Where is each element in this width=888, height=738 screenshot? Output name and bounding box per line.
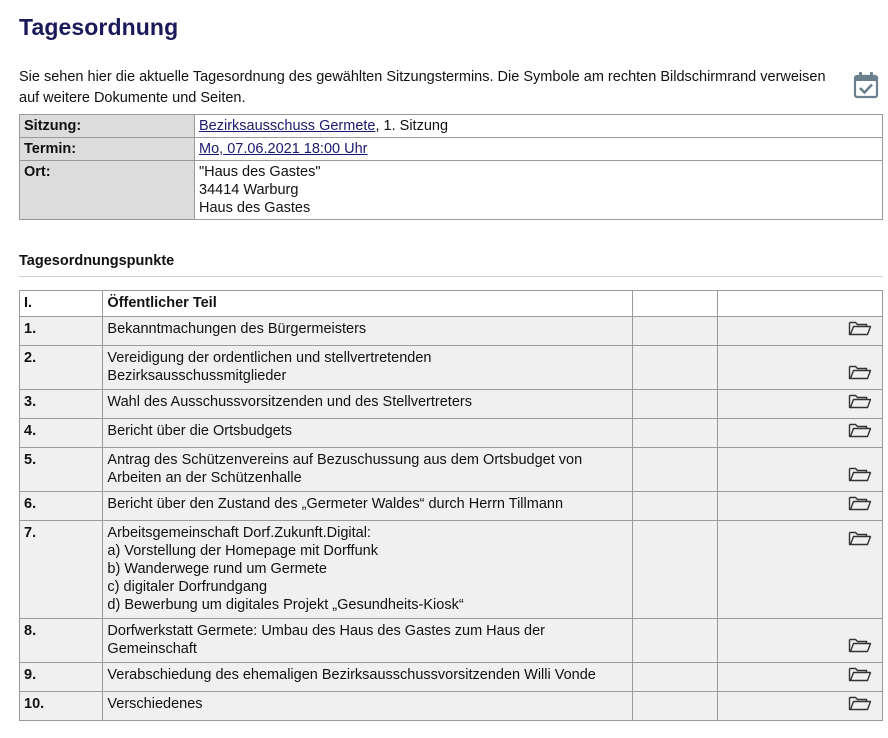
agenda-item-title [103,492,633,521]
agenda-item-line: Dorfwerkstatt Germete: Umbau des Haus des Gastes zum Haus der [107,623,546,639]
agenda-item-row [20,317,883,346]
agenda-empty-cell [633,692,718,721]
session-row [20,115,883,138]
agenda-item-line: Bezirksausschussmitglieder [107,368,287,384]
agenda-item-number: 10. [20,692,103,721]
folder-open-icon[interactable] [848,665,872,683]
agenda-empty-cell [633,448,718,492]
agenda-item-row [20,619,883,663]
agenda-item-number: 1. [20,317,103,346]
agenda-part-row [20,291,883,317]
agenda-part-title: Öffentlicher Teil [103,291,633,317]
agenda-empty-cell [633,663,718,692]
folder-open-icon[interactable] [848,363,872,381]
date-row [20,138,883,161]
agenda-item-line: Arbeitsgemeinschaft Dorf.Zukunft.Digital: [107,525,371,541]
agenda-item-title [103,692,633,721]
agenda-empty-cell [633,291,718,317]
agenda-empty-cell [633,390,718,419]
agenda-empty-cell [633,521,718,619]
agenda-item-line: Bekanntmachungen des Bürgermeisters [107,321,367,337]
date-link[interactable]: Mo, 07.06.2021 18:00 Uhr [199,141,368,157]
date-label: Termin: [20,138,195,161]
agenda-item-line: Bericht über die Ortsbudgets [107,423,292,439]
folder-open-icon[interactable] [848,529,872,547]
agenda-item-line: c) digitaler Dorfrundgang [107,579,268,595]
agenda-item-row [20,346,883,390]
agenda-item-title [103,521,633,619]
agenda-item-number: 8. [20,619,103,663]
folder-open-icon[interactable] [848,694,872,712]
agenda-documents-cell [718,448,883,492]
agenda-item-line: Antrag des Schützenvereins auf Bezuschussung aus dem Ortsbudget von [107,452,583,468]
agenda-documents-cell [718,419,883,448]
agenda-empty-cell [633,346,718,390]
agenda-item-number: 7. [20,521,103,619]
folder-open-icon[interactable] [848,421,872,439]
agenda-empty-cell [633,492,718,521]
intro-text: Sie sehen hier die aktuelle Tagesordnung des gewählten Sitzungstermins. Die Symbole am rechten Bildschirmrand verweisen auf weitere Dokumente und Seiten. [19,69,826,106]
agenda-item-number: 9. [20,663,103,692]
agenda-item-row [20,692,883,721]
agenda-documents-cell [718,619,883,663]
agenda-item-row [20,448,883,492]
agenda-item-line: Verschiedenes [107,696,203,712]
agenda-item-title [103,390,633,419]
folder-open-icon[interactable] [848,319,872,337]
agenda-documents-cell [718,663,883,692]
page-title: Tagesordnung [19,14,179,40]
agenda-documents-cell [718,492,883,521]
agenda-item-row [20,492,883,521]
agenda-empty-cell [633,419,718,448]
place-value [195,161,883,220]
agenda-item-line: b) Wanderwege rund um Germete [107,561,327,577]
agenda-item-number: 2. [20,346,103,390]
session-link[interactable]: Bezirksausschuss Germete [199,118,376,134]
agenda-item-line: Arbeiten an der Schützenhalle [107,470,302,486]
agenda-documents-cell [718,317,883,346]
agenda-item-line: d) Bewerbung um digitales Projekt „Gesundheits-Kiosk“ [107,597,464,613]
calendar-check-icon[interactable] [853,71,879,99]
agenda-item-line: Vereidigung der ordentlichen und stellvertretenden [107,350,432,366]
meeting-info-table [19,114,883,220]
agenda-documents-cell [718,390,883,419]
agenda-empty-cell [718,291,883,317]
agenda-item-row [20,390,883,419]
session-suffix: , 1. Sitzung [375,118,449,134]
place-line: "Haus des Gastes" [199,164,321,180]
agenda-documents-cell [718,692,883,721]
agenda-documents-cell [718,346,883,390]
agenda-empty-cell [633,619,718,663]
agenda-item-row [20,663,883,692]
agenda-part-number: I. [20,291,103,317]
agenda-item-line: Verabschiedung des ehemaligen Bezirksausschussvorsitzenden Willi Vonde [107,667,596,683]
agenda-empty-cell [633,317,718,346]
folder-open-icon[interactable] [848,465,872,483]
agenda-item-title [103,317,633,346]
place-row [20,161,883,220]
agenda-item-number: 4. [20,419,103,448]
agenda-item-title [103,448,633,492]
folder-open-icon[interactable] [848,392,872,410]
session-value [195,115,883,138]
agenda-item-line: Gemeinschaft [107,641,197,657]
agenda-item-number: 3. [20,390,103,419]
agenda-section-title: Tagesordnungspunkte [19,253,883,277]
agenda-item-title [103,619,633,663]
date-value [195,138,883,161]
agenda-item-row [20,419,883,448]
agenda-item-line: Wahl des Ausschussvorsitzenden und des Stellvertreters [107,394,472,410]
folder-open-icon[interactable] [848,636,872,654]
agenda-item-line: a) Vorstellung der Homepage mit Dorffunk [107,543,378,559]
place-label: Ort: [20,161,195,220]
agenda-item-title [103,346,633,390]
agenda-item-row [20,521,883,619]
place-line: 34414 Warburg [199,182,299,198]
agenda-item-title [103,663,633,692]
agenda-documents-cell [718,521,883,619]
agenda-item-line: Bericht über den Zustand des „Germeter Waldes“ durch Herrn Tillmann [107,496,564,512]
agenda-item-number: 6. [20,492,103,521]
folder-open-icon[interactable] [848,494,872,512]
agenda-item-title [103,419,633,448]
place-line: Haus des Gastes [199,200,311,216]
session-label: Sitzung: [20,115,195,138]
agenda-table [19,290,883,721]
agenda-item-number: 5. [20,448,103,492]
